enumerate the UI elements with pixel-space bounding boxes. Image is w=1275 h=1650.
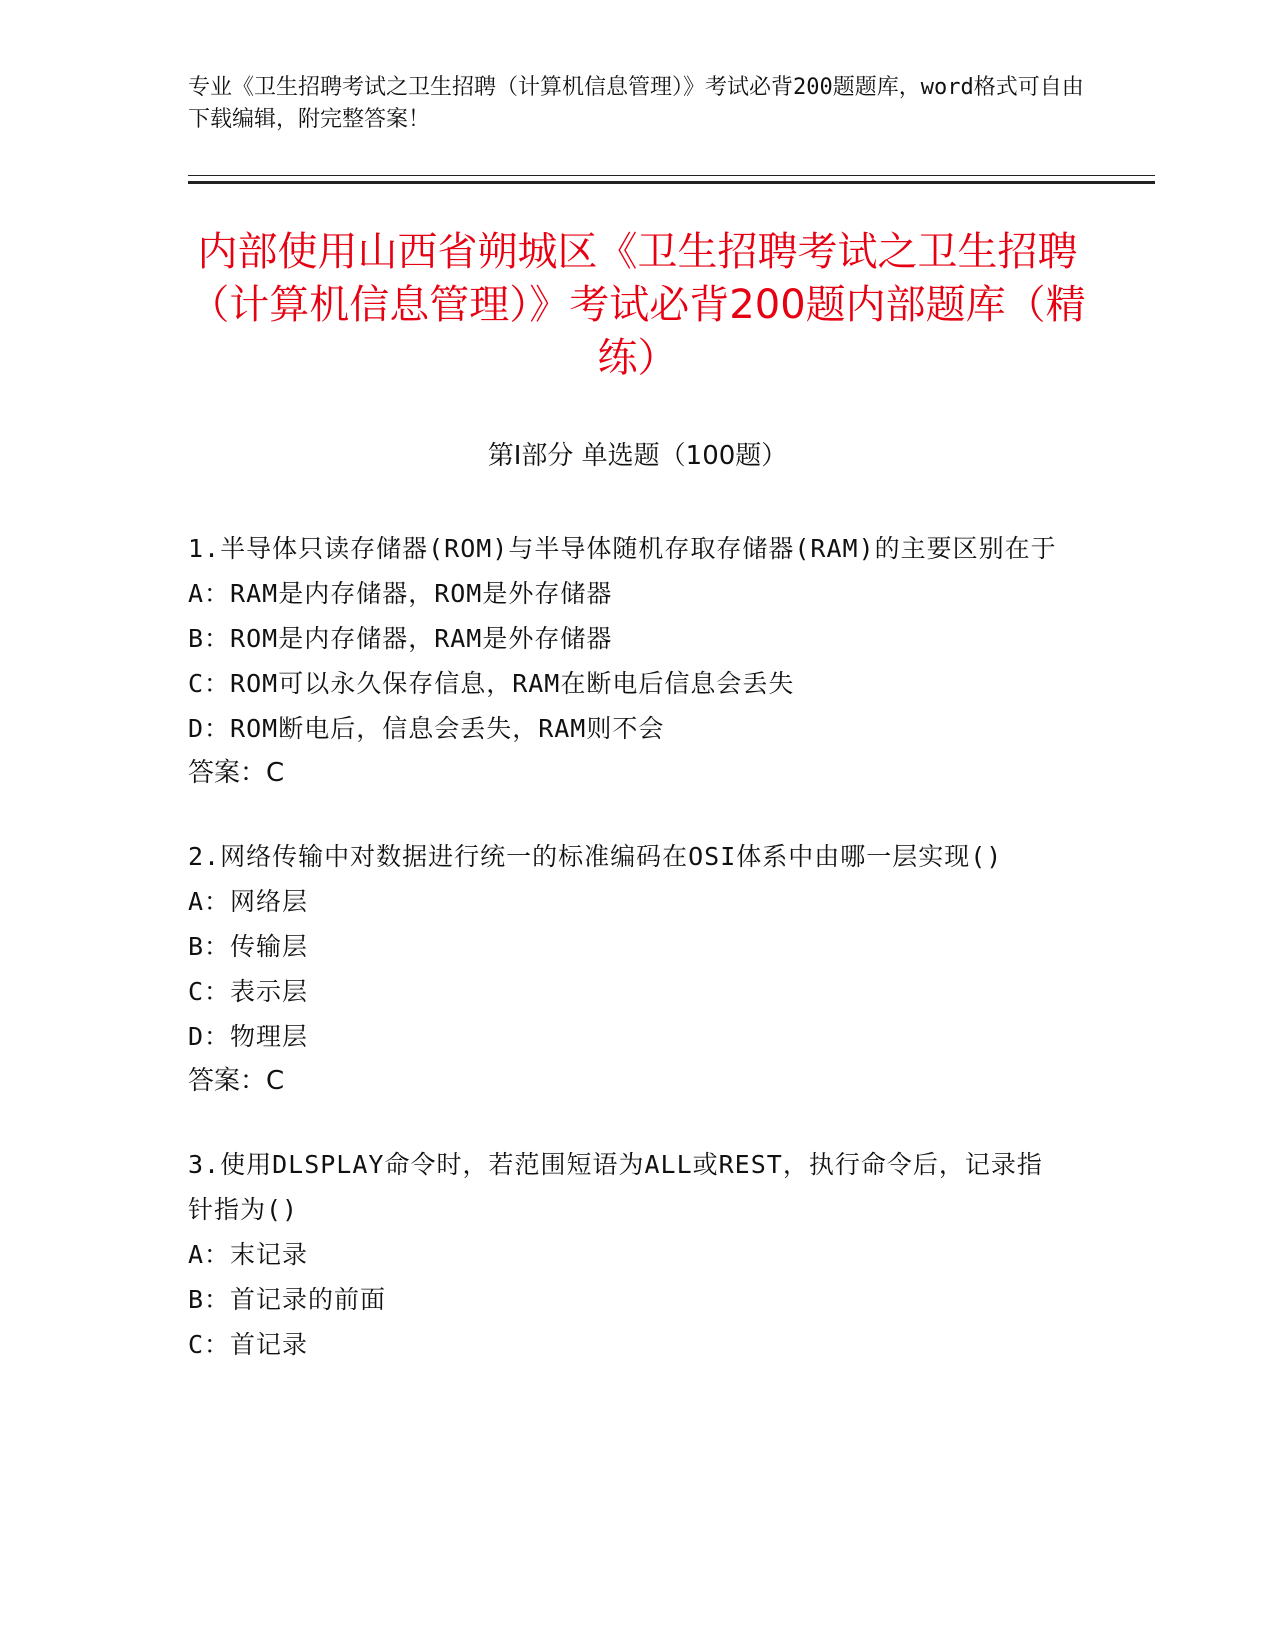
document-title: 内部使用山西省朔城区《卫生招聘考试之卫生招聘（计算机信息管理）》考试必背200题内部题库（精练） <box>189 229 1086 381</box>
option-b: B：ROM是内存储器，RAM是外存储器 <box>188 624 613 653</box>
header-divider-thick <box>188 181 1155 184</box>
question-stem: 1.半导体只读存储器(ROM)与半导体随机存取存储器(RAM)的主要区别在于 <box>188 534 1057 563</box>
question-list <box>188 526 1068 1405</box>
option-d: D：ROM断电后，信息会丢失，RAM则不会 <box>188 714 665 743</box>
option-d: D：物理层 <box>188 1022 309 1051</box>
question-answer: 答案：C <box>188 758 285 788</box>
option-a: A：末记录 <box>188 1240 309 1269</box>
option-b: B：传输层 <box>188 932 309 961</box>
question-1 <box>188 526 1068 796</box>
header-note: 专业《卫生招聘考试之卫生招聘（计算机信息管理）》考试必背200题题库，word格式可自由下载编辑，附完整答案！ <box>188 75 1084 132</box>
option-a: A：网络层 <box>188 887 309 916</box>
option-c: C：表示层 <box>188 977 309 1006</box>
question-stem: 2.网络传输中对数据进行统一的标准编码在OSI体系中由哪一层实现() <box>188 842 1003 871</box>
section-title: 第Ⅰ部分 单选题（100题） <box>487 441 788 471</box>
question-3 <box>188 1142 1068 1367</box>
option-c: C：ROM可以永久保存信息，RAM在断电后信息会丢失 <box>188 669 795 698</box>
question-answer: 答案：C <box>188 1066 285 1096</box>
option-a: A：RAM是内存储器，ROM是外存储器 <box>188 579 613 608</box>
option-b: B：首记录的前面 <box>188 1285 387 1314</box>
question-2 <box>188 834 1068 1104</box>
option-c: C：首记录 <box>188 1330 309 1359</box>
question-stem: 3.使用DLSPLAY命令时，若范围短语为ALL或REST，执行命令后，记录指针指为() <box>188 1150 1043 1224</box>
header-divider-thin <box>188 175 1155 176</box>
